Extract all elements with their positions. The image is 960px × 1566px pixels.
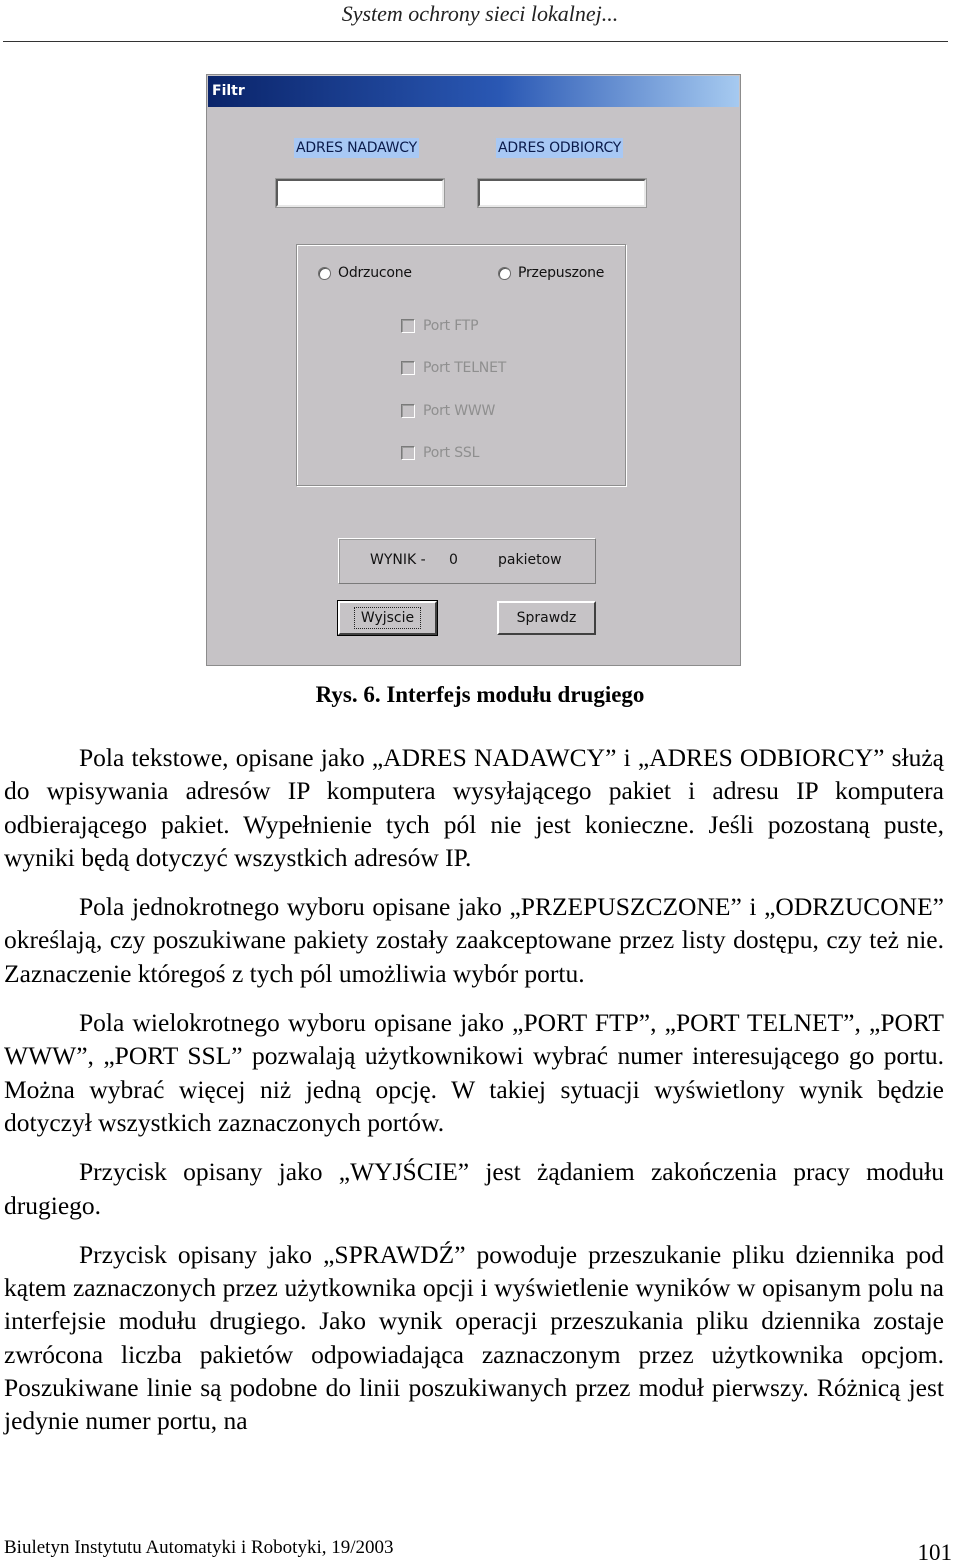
body-text (4, 741, 944, 1454)
paragraph: Przycisk opisany jako „SPRAWDŹ” powoduje przeszukanie pliku dziennika pod kątem zaznaczonych przez użytkownika opcji i wyświetlenie wyników w opisanym polu na interfejsie modułu drugiego. Jako wynik operacji przeszukania pliku dziennika zostaje zwrócona liczba pakietów odpowiadająca zaznaczonym przez użytkownika opcjom. Poszukiwane linie są podobne do linii poszukiwanych przez moduł pierwszy. Różnicą jest jedynie numer portu, na (4, 1239, 944, 1436)
result-unit: pakietow (498, 552, 562, 568)
radio-rejected-label: Odrzucone (338, 265, 412, 281)
radio-rejected[interactable] (318, 265, 412, 281)
check-button[interactable] (497, 601, 596, 635)
checkbox-port-www-label: Port WWW (423, 403, 496, 419)
journal-footer: Biuletyn Instytutu Automatyki i Robotyki, 19/2003 (4, 1537, 394, 1558)
checkbox-icon[interactable] (401, 446, 415, 460)
recipient-address-input[interactable] (478, 179, 646, 207)
running-head: System ochrony sieci lokalnej... (341, 1, 619, 26)
result-label: WYNIK - (370, 552, 426, 568)
checkbox-port-ssl[interactable] (401, 445, 479, 461)
page-number: 101 (917, 1540, 952, 1565)
checkbox-icon[interactable] (401, 319, 415, 333)
figure-caption: Rys. 6. Interfejs modułu drugiego (315, 682, 645, 707)
header-rule (3, 41, 948, 42)
checkbox-icon[interactable] (401, 404, 415, 418)
radio-passed[interactable] (498, 265, 604, 281)
check-button-label: Sprawdz (516, 610, 577, 626)
checkbox-port-www[interactable] (401, 403, 495, 419)
radio-button-icon[interactable] (318, 267, 331, 280)
checkbox-port-telnet[interactable] (401, 360, 506, 376)
recipient-address-label: ADRES ODBIORCY (498, 140, 622, 156)
checkbox-port-ssl-label: Port SSL (423, 445, 480, 461)
checkbox-icon[interactable] (401, 361, 415, 375)
sender-address-label: ADRES NADAWCY (296, 140, 417, 156)
exit-button-label: Wyjscie (354, 607, 421, 629)
dialog-title: Filtr (212, 83, 245, 99)
result-panel (338, 538, 596, 584)
checkbox-port-telnet-label: Port TELNET (423, 360, 507, 376)
exit-button[interactable] (338, 601, 437, 635)
dialog-titlebar[interactable] (208, 76, 739, 107)
paragraph: Pola wielokrotnego wyboru opisane jako „PORT FTP”, „PORT TELNET”, „PORT WWW”, „PORT SSL” pozwalają użytkownikowi wybrać numer interesującego go portu. Można wybrać więcej niż jedną opcję. W takiej sytuacji wyświetlony wynik będzie dotyczył wszystkich zaznaczonych portów. (4, 1008, 944, 1137)
radio-button-icon[interactable] (498, 267, 511, 280)
paragraph: Pola jednokrotnego wyboru opisane jako „PRZEPUSZCZONE” i „ODRZUCONE” określają, czy poszukiwane pakiety zostały zaakceptowane przez listy dostępu, czy też nie. Zaznaczenie któregoś z tych pól umożliwia wybór portu. (4, 892, 944, 988)
filter-dialog (206, 74, 741, 666)
checkbox-port-ftp-label: Port FTP (423, 318, 479, 334)
checkbox-port-ftp[interactable] (401, 318, 478, 334)
paragraph: Przycisk opisany jako „WYJŚCIE” jest żądaniem zakończenia pracy modułu drugiego. (4, 1157, 944, 1220)
radio-passed-label: Przepuszone (518, 265, 605, 281)
paragraph: Pola tekstowe, opisane jako „ADRES NADAWCY” i „ADRES ODBIORCY” służą do wpisywania adresów IP komputera wysyłającego pakiet i adresu IP komputera odbierającego pakiet. Wypełnienie tych pól nie jest konieczne. Jeśli pozostaną puste, wyniki będą dotyczyć wszystkich adresów IP. (4, 743, 944, 872)
sender-address-input[interactable] (276, 179, 444, 207)
result-count: 0 (449, 552, 458, 568)
